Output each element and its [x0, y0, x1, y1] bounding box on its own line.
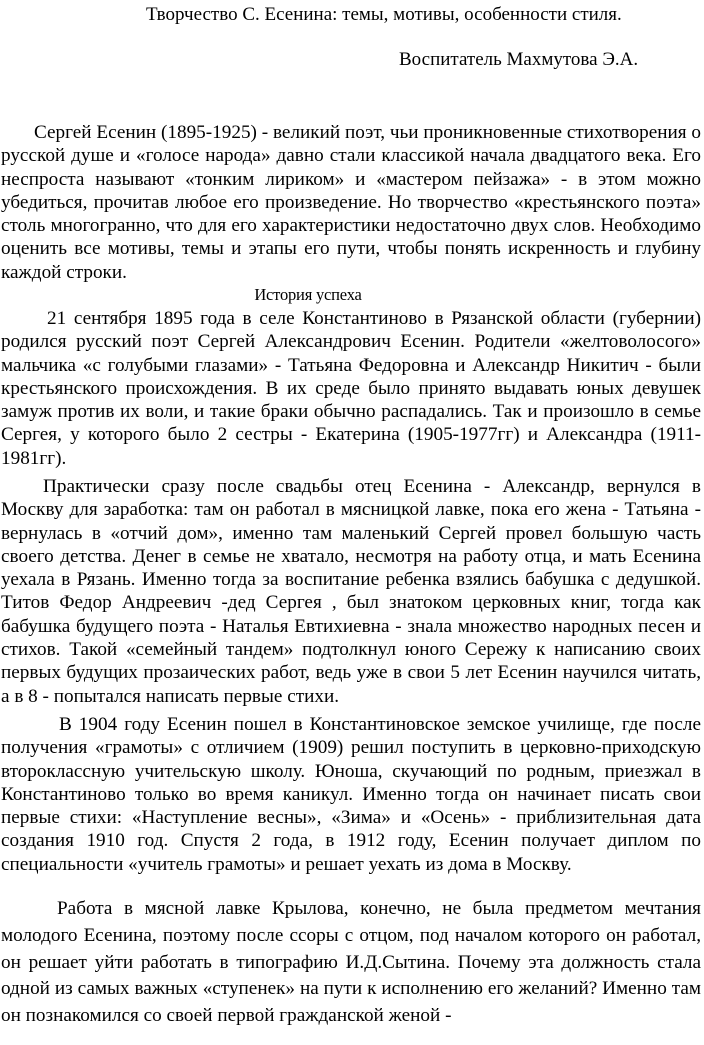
intro-paragraph: Сергей Есенин (1895-1925) - великий поэт, чьи проникновенные стихотворения о русской душе и «голосе народа» давно стали классикой начала двадцатого века. Его неспроста называют «тонким лириком» и «мастером пейзажа» - в этом можно убедиться, прочитав любое его произведение. Но творчество «крестьянского поэта» столь многогранно, что для его характеристики недостаточно двух слов. Необходимо оценить все мотивы, темы и этапы его пути, чтобы понять искренность и глубину каждой строки. — [1, 122, 701, 283]
body-paragraph-4: Работа в мясной лавке Крылова, конечно, не была предметом мечтания молодого Есенина, поэтому после ссоры с отцом, под началом которого он работал, он решает уйти работать в типографию И.Д.Сытина. Почему эта должность стала одной из самых важных «ступенек» на пути к исполнению его желаний? Именно там он познакомился со своей первой гражданской женой - — [1, 898, 701, 1027]
body-paragraph-1: 21 сентября 1895 года в селе Константиново в Рязанской области (губернии) родился русский поэт Сергей Александрович Есенин. Родители «желтоволосого» мальчика «с голубыми глазами» - Татьяна Федоровна и Александр Никитич - были крестьянского происхождения. В их среде было принято выдавать юных девушек замуж против их воли, и такие браки обычно распадались. Так и произошло в семье Сергея, у которого было 2 сестры - Екатерина (1905-1977гг) и Александра (1911-1981гг). — [1, 308, 701, 469]
body-paragraph-2: Практически сразу после свадьбы отец Есенина - Александр, вернулся в Москву для заработка: там он работал в мясницкой лавке, пока его жена - Татьяна - вернулась в «отчий дом», именно там маленький Сергей провел большую часть своего детства. Денег в семье не хватало, несмотря на работу отца, и мать Есенина уехала в Рязань. Именно тогда за воспитание ребенка взялись бабушка с дедушкой. Титов Федор Андреевич -дед Сергея , был знатоком церковных книг, тогда как бабушка будущего поэта - Наталья Евтихиевна - знала множество народных песен и стихов. Такой «семейный тандем» подтолкнул юного Сережу к написанию своих первых будущих прозаических работ, ведь уже в свои 5 лет Есенин научился читать, а в 8 - попытался написать первые стихи. — [1, 476, 701, 707]
document-title: Творчество С. Есенина: темы, мотивы, особенности стиля. — [146, 4, 622, 25]
author-line: Воспитатель Махмутова Э.А. — [399, 49, 639, 70]
section-heading: История успеха — [254, 285, 362, 304]
body-paragraph-3: В 1904 году Есенин пошел в Константиновское земское училище, где после получения «грамоты» с отличием (1909) решил поступить в церковно-приходскую второклассную учительскую школу. Юноша, скучающий по родным, приезжал в Константиново только во время каникул. Именно тогда он начинает писать свои первые стихи: «Наступление весны», «Зима» и «Осень» - приблизительная дата создания 1910 год. Спустя 2 года, в 1912 году, Есенин получает диплом по специальности «учитель грамоты» и решает уехать из дома в Москву. — [1, 714, 701, 875]
